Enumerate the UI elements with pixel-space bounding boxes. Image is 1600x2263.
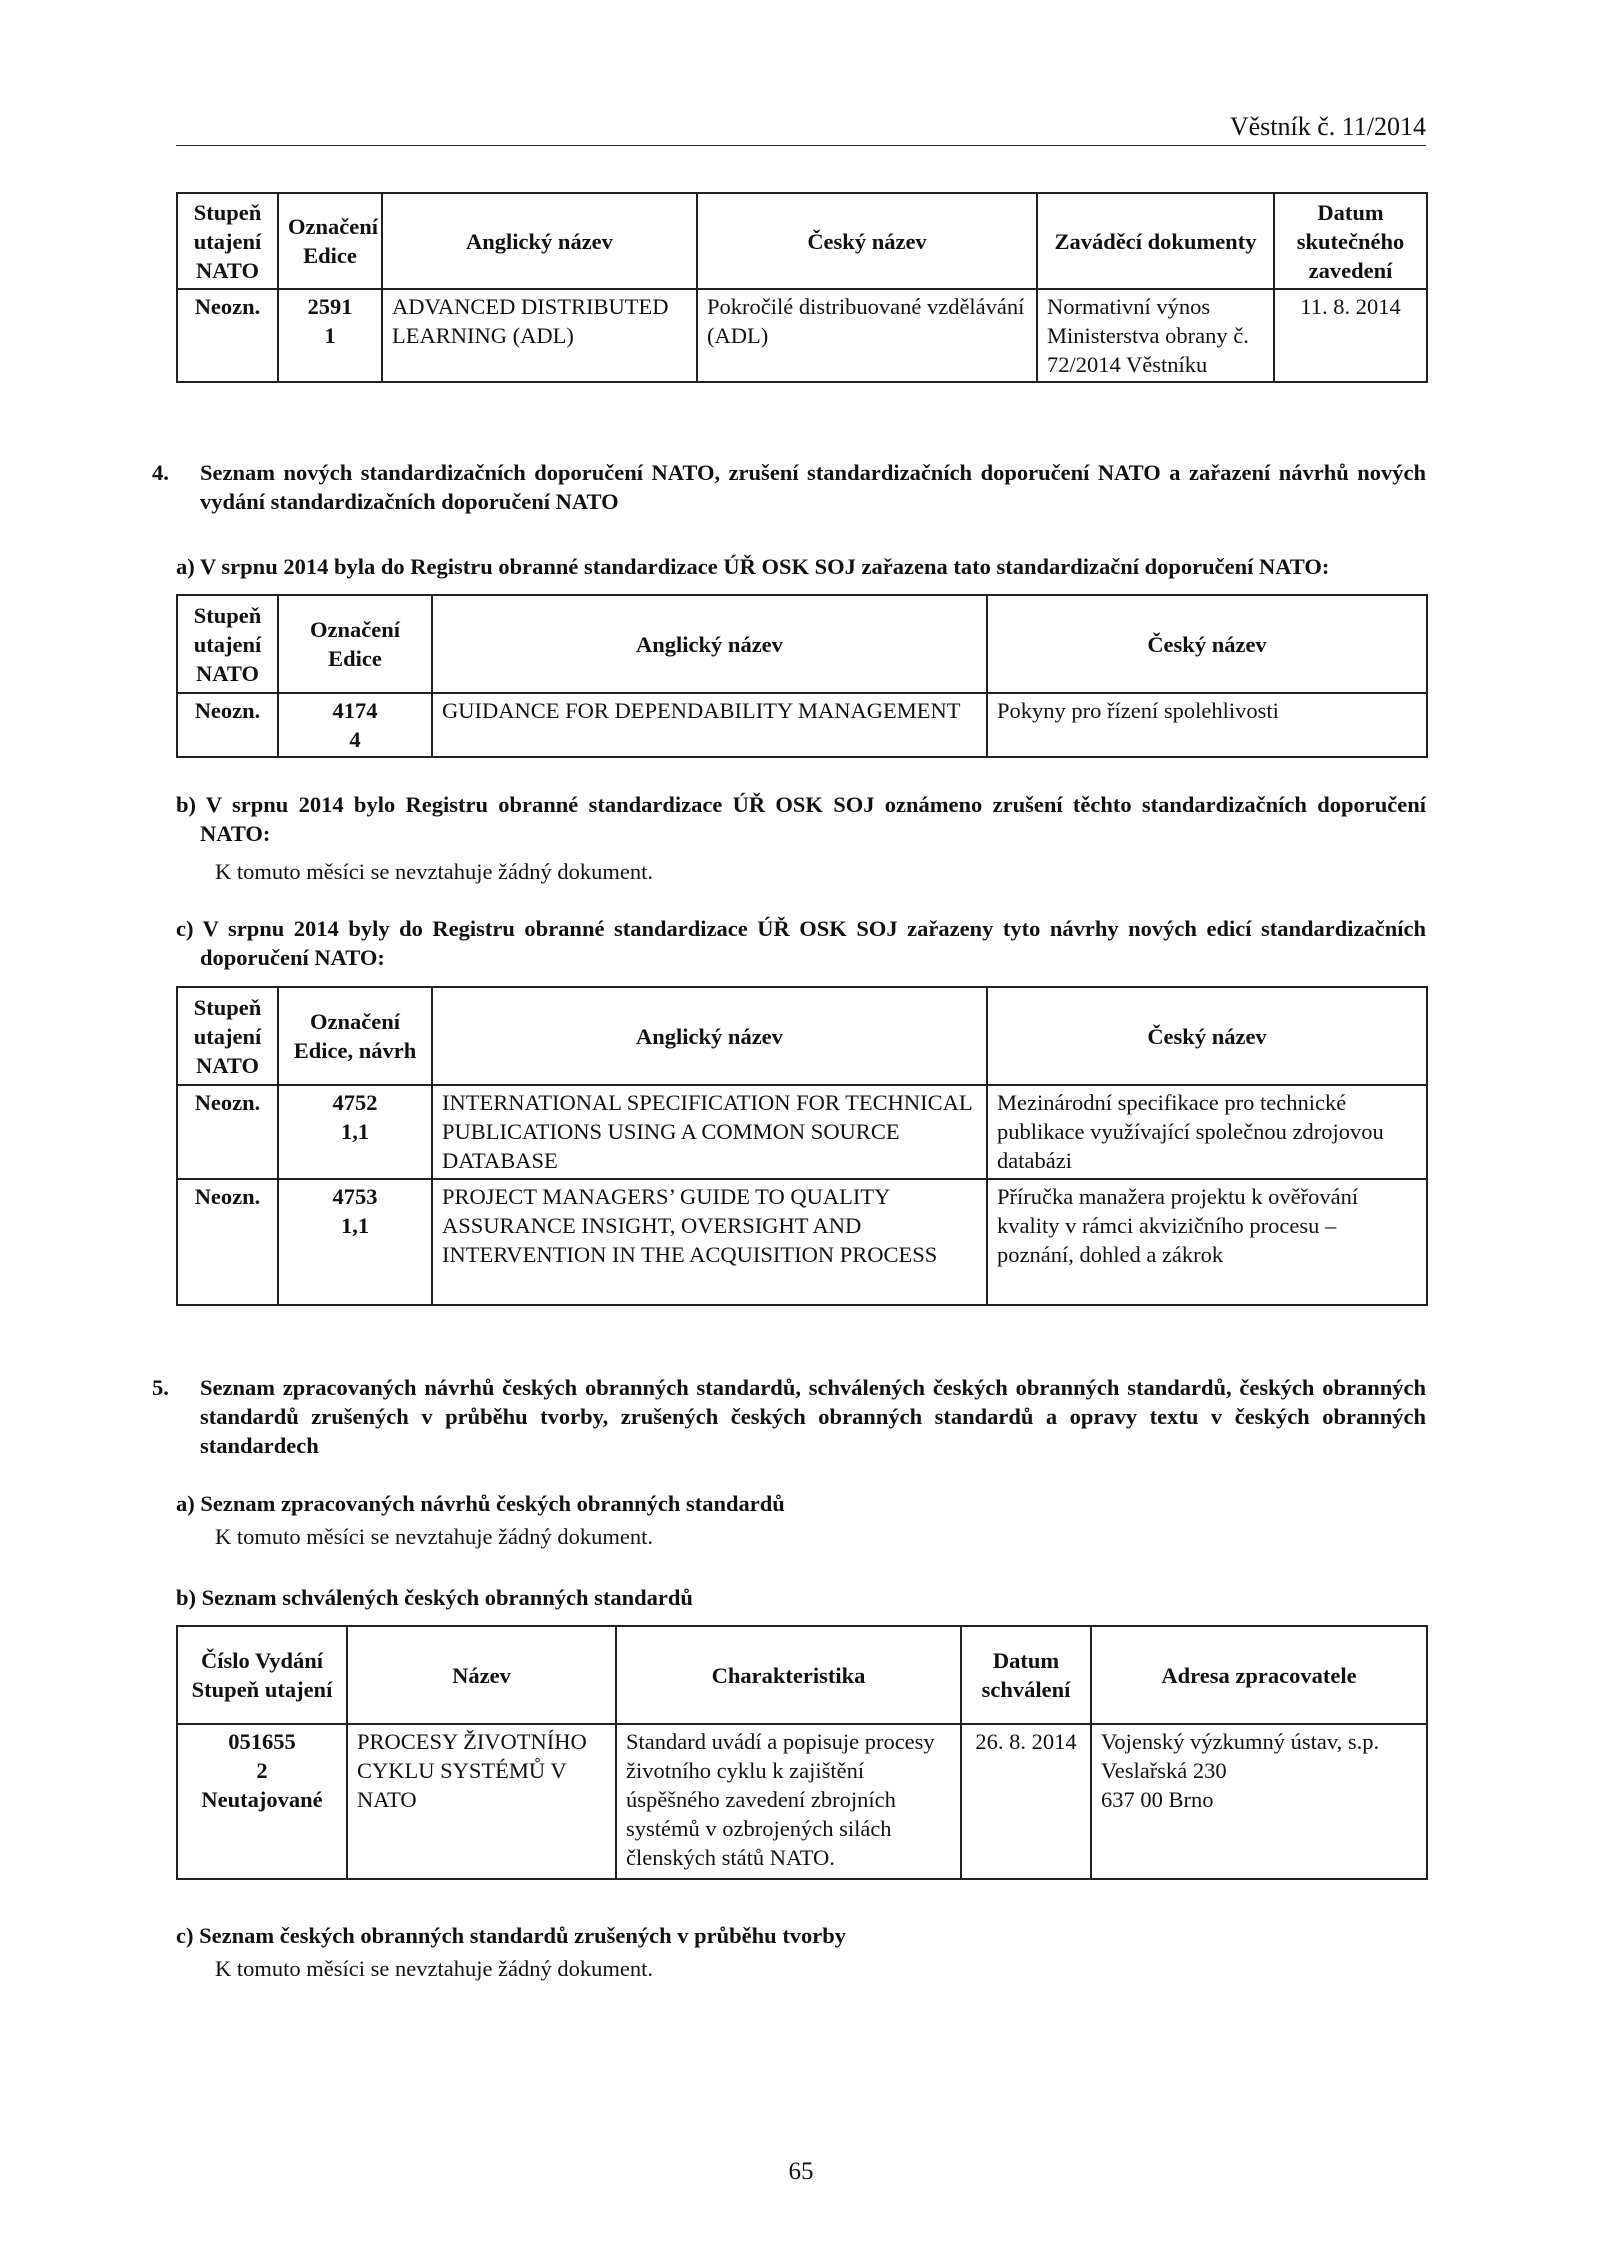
cell-cesky: Příručka manažera projektu k ověřování kvality v rámci akvizičního procesu – poznání, dohled a zákrok (987, 1179, 1427, 1305)
cell-cislo-number: 051655 (228, 1729, 296, 1754)
section-4-heading (152, 458, 1426, 516)
cell-anglicky: PROJECT MANAGERS’ GUIDE TO QUALITY ASSURANCE INSIGHT, OVERSIGHT AND INTERVENTION IN THE ACQUISITION PROCESS (432, 1179, 987, 1305)
col-header-dokumenty: Zaváděcí dokumenty (1037, 193, 1274, 289)
col-header-oznaceni: Označení Edice, návrh (278, 987, 432, 1085)
cell-anglicky: ADVANCED DISTRIBUTED LEARNING (ADL) (382, 289, 697, 382)
cell-anglicky: GUIDANCE FOR DEPENDABILITY MANAGEMENT (432, 693, 987, 757)
cell-cislo-utajeni: Neutajované (201, 1787, 323, 1812)
table-new-stanags (176, 594, 1426, 758)
cell-charakteristika: Standard uvádí a popisuje procesy životního cyklu k zajištění úspěšného zavedení zbrojních systémů v ozbrojených silách členských států NATO. (616, 1724, 961, 1879)
cell-oznaceni (278, 1179, 432, 1305)
table-approved-standards (176, 1625, 1426, 1880)
col-header-stupen: Stupeň utajení NATO (177, 595, 278, 693)
section-4-number: 4. (152, 460, 169, 485)
col-header-oznaceni: Označení Edice (278, 595, 432, 693)
col-header-nazev: Název (347, 1626, 616, 1724)
section-5-number: 5. (152, 1375, 169, 1400)
table-draft-editions (176, 986, 1426, 1306)
section-5a-heading: a) Seznam zpracovaných návrhů českých obranných standardů (176, 1491, 785, 1516)
cell-stupen: Neozn. (177, 289, 278, 382)
cell-adresa (1091, 1724, 1427, 1879)
section-4b-heading: b) V srpnu 2014 bylo Registru obranné standardizace ÚŘ OSK SOJ oznámeno zrušení těchto standardizačních doporučení NATO: (176, 792, 1426, 846)
section-5c-heading: c) Seznam českých obranných standardů zrušených v průběhu tvorby (176, 1923, 847, 1948)
page-number: 65 (788, 2158, 814, 2185)
cell-adresa-line1: Vojenský výzkumný ústav, s.p. (1101, 1729, 1380, 1754)
cell-oznaceni-number: 4174 (332, 698, 378, 723)
cell-stupen: Neozn. (177, 1085, 278, 1179)
cell-adresa-line2: Veslařská 230 (1101, 1758, 1227, 1783)
cell-cesky: Pokyny pro řízení spolehlivosti (987, 693, 1427, 757)
cell-stupen: Neozn. (177, 1179, 278, 1305)
col-header-stupen: Stupeň utajení NATO (177, 193, 278, 289)
cell-cesky: Mezinárodní specifikace pro technické publikace využívající společnou zdrojovou databázi (987, 1085, 1427, 1179)
cell-anglicky: INTERNATIONAL SPECIFICATION FOR TECHNICAL PUBLICATIONS USING A COMMON SOURCE DATABASE (432, 1085, 987, 1179)
col-header-anglicky: Anglický název (432, 595, 987, 693)
table-row (177, 289, 1427, 382)
cell-oznaceni (278, 693, 432, 757)
cell-oznaceni-edice: 4 (349, 727, 361, 752)
col-header-charakteristika: Charakteristika (616, 1626, 961, 1724)
cell-cislo-vydani: 2 (256, 1758, 268, 1783)
section-4a-heading: a) V srpnu 2014 byla do Registru obranné standardizace ÚŘ OSK SOJ zařazena tato standardizační doporučení NATO: (176, 554, 1330, 579)
col-header-adresa: Adresa zpracovatele (1091, 1626, 1427, 1724)
col-header-anglicky: Anglický název (382, 193, 697, 289)
cell-datum: 26. 8. 2014 (961, 1724, 1091, 1879)
table-row (177, 1724, 1427, 1879)
cell-stupen: Neozn. (177, 693, 278, 757)
cell-oznaceni-edice: 1 (324, 323, 336, 348)
col-header-datum: Datum skutečného zavedení (1274, 193, 1427, 289)
cell-cislo (177, 1724, 347, 1879)
cell-nazev: PROCESY ŽIVOTNÍHO CYKLU SYSTÉMŮ V NATO (347, 1724, 616, 1879)
col-header-cesky: Český název (987, 987, 1427, 1085)
col-header-anglicky: Anglický název (432, 987, 987, 1085)
section-5-title: Seznam zpracovaných návrhů českých obranných standardů, schválených českých obranných standardů, českých obranných standardů zrušených v průběhu tvorby, zrušených českých obranných standardů a opravy textu v českých obranných standardech (200, 1375, 1426, 1458)
cell-adresa-line3: 637 00 Brno (1101, 1787, 1214, 1812)
col-header-oznaceni: Označení Edice (278, 193, 382, 289)
cell-oznaceni-edice: 1,1 (340, 1213, 370, 1238)
col-header-stupen: Stupeň utajení NATO (177, 987, 278, 1085)
section-5c-note: K tomuto měsíci se nevztahuje žádný dokument. (215, 1956, 654, 1981)
cell-oznaceni-number: 4753 (332, 1184, 378, 1209)
section-4c-heading: c) V srpnu 2014 byly do Registru obranné standardizace ÚŘ OSK SOJ zařazeny tyto návrhy nových edicí standardizačních doporučení NATO: (176, 916, 1426, 970)
cell-oznaceni-edice: 1,1 (340, 1119, 370, 1144)
cell-oznaceni-number: 4752 (332, 1090, 378, 1115)
cell-datum: 11. 8. 2014 (1274, 289, 1427, 382)
section-5-heading (152, 1373, 1426, 1460)
journal-header: Věstník č. 11/2014 (1229, 112, 1426, 141)
table-row (177, 693, 1427, 757)
col-header-cesky: Český název (697, 193, 1037, 289)
section-5b-heading: b) Seznam schválených českých obranných standardů (176, 1585, 693, 1610)
col-header-datum: Datum schválení (961, 1626, 1091, 1724)
cell-oznaceni (278, 289, 382, 382)
cell-oznaceni (278, 1085, 432, 1179)
section-4-title: Seznam nových standardizačních doporučení NATO, zrušení standardizačních doporučení NATO a zařazení návrhů nových vydání standardizačních doporučení NATO (200, 460, 1426, 514)
table-row (177, 1085, 1427, 1179)
header-rule (176, 145, 1426, 146)
col-header-cesky: Český název (987, 595, 1427, 693)
cell-cesky: Pokročilé distribuované vzdělávání (ADL) (697, 289, 1037, 382)
table-row (177, 1179, 1427, 1305)
cell-dokumenty: Normativní výnos Ministerstva obrany č. 72/2014 Věstníku (1037, 289, 1274, 382)
section-4b-note: K tomuto měsíci se nevztahuje žádný dokument. (215, 859, 654, 884)
section-5a-note: K tomuto měsíci se nevztahuje žádný dokument. (215, 1524, 654, 1549)
cell-oznaceni-number: 2591 (307, 294, 353, 319)
col-header-cislo: Číslo Vydání Stupeň utajení (177, 1626, 347, 1724)
table-stanag-implementation (176, 192, 1426, 383)
